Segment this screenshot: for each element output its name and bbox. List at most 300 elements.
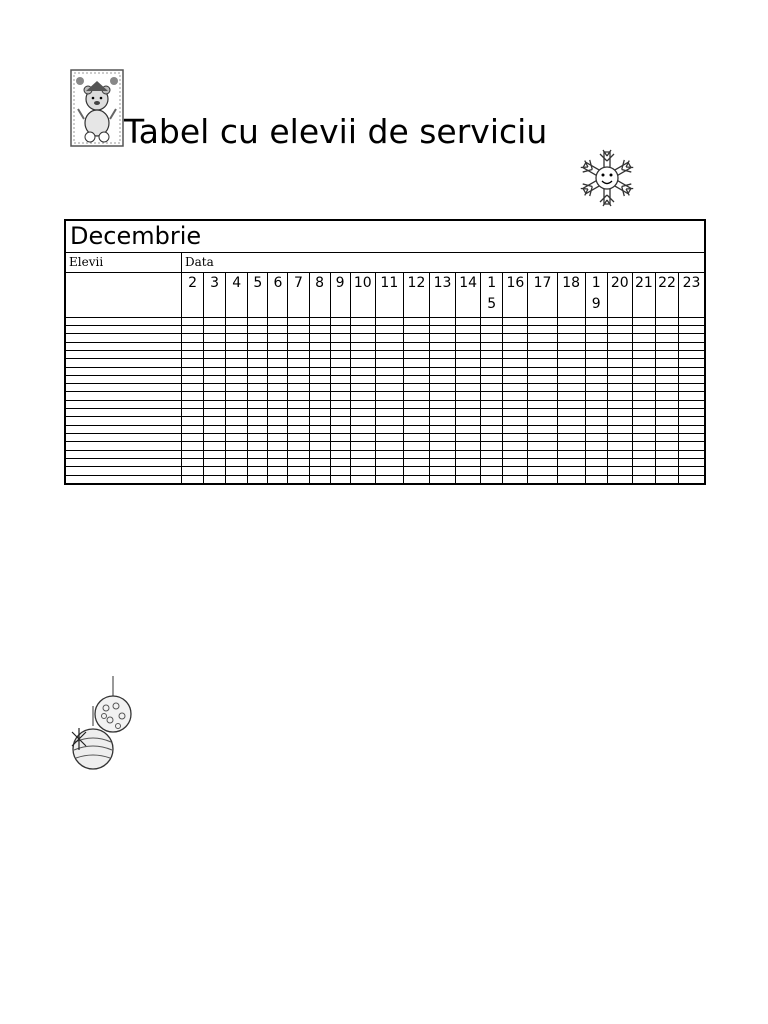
duty-cell[interactable]	[403, 359, 429, 367]
duty-cell[interactable]	[268, 367, 288, 375]
duty-cell[interactable]	[330, 375, 350, 383]
student-cell[interactable]	[65, 392, 182, 400]
duty-cell[interactable]	[182, 409, 204, 417]
duty-cell[interactable]	[679, 458, 705, 466]
duty-cell[interactable]	[632, 375, 655, 383]
duty-cell[interactable]	[430, 317, 456, 325]
duty-cell[interactable]	[330, 442, 350, 450]
duty-cell[interactable]	[456, 342, 481, 350]
duty-cell[interactable]	[585, 467, 607, 475]
duty-cell[interactable]	[182, 434, 204, 442]
duty-cell[interactable]	[528, 334, 557, 342]
duty-cell[interactable]	[350, 458, 375, 466]
duty-cell[interactable]	[403, 317, 429, 325]
duty-cell[interactable]	[226, 409, 248, 417]
duty-cell[interactable]	[655, 467, 678, 475]
duty-cell[interactable]	[248, 367, 268, 375]
duty-cell[interactable]	[557, 350, 585, 358]
duty-cell[interactable]	[632, 417, 655, 425]
duty-cell[interactable]	[309, 334, 330, 342]
duty-cell[interactable]	[655, 359, 678, 367]
duty-cell[interactable]	[182, 359, 204, 367]
duty-cell[interactable]	[557, 475, 585, 484]
duty-cell[interactable]	[403, 350, 429, 358]
duty-cell[interactable]	[375, 450, 403, 458]
duty-cell[interactable]	[456, 425, 481, 433]
duty-cell[interactable]	[528, 442, 557, 450]
duty-cell[interactable]	[330, 458, 350, 466]
duty-cell[interactable]	[288, 392, 309, 400]
duty-cell[interactable]	[607, 317, 632, 325]
duty-cell[interactable]	[204, 384, 226, 392]
duty-cell[interactable]	[309, 384, 330, 392]
duty-cell[interactable]	[557, 409, 585, 417]
duty-cell[interactable]	[350, 450, 375, 458]
duty-cell[interactable]	[350, 350, 375, 358]
duty-cell[interactable]	[430, 325, 456, 333]
duty-cell[interactable]	[679, 375, 705, 383]
duty-cell[interactable]	[309, 467, 330, 475]
duty-cell[interactable]	[528, 450, 557, 458]
duty-cell[interactable]	[679, 317, 705, 325]
student-cell[interactable]	[65, 475, 182, 484]
duty-cell[interactable]	[585, 425, 607, 433]
duty-cell[interactable]	[182, 317, 204, 325]
duty-cell[interactable]	[632, 475, 655, 484]
duty-cell[interactable]	[330, 367, 350, 375]
duty-cell[interactable]	[330, 425, 350, 433]
duty-cell[interactable]	[268, 442, 288, 450]
duty-cell[interactable]	[607, 367, 632, 375]
duty-cell[interactable]	[585, 392, 607, 400]
duty-cell[interactable]	[204, 317, 226, 325]
duty-cell[interactable]	[456, 475, 481, 484]
duty-cell[interactable]	[375, 467, 403, 475]
duty-cell[interactable]	[481, 384, 503, 392]
duty-cell[interactable]	[503, 375, 528, 383]
duty-cell[interactable]	[350, 417, 375, 425]
student-cell[interactable]	[65, 434, 182, 442]
duty-cell[interactable]	[226, 367, 248, 375]
duty-cell[interactable]	[557, 434, 585, 442]
duty-cell[interactable]	[557, 317, 585, 325]
duty-cell[interactable]	[557, 467, 585, 475]
duty-cell[interactable]	[288, 409, 309, 417]
duty-cell[interactable]	[268, 317, 288, 325]
duty-cell[interactable]	[248, 458, 268, 466]
duty-cell[interactable]	[456, 409, 481, 417]
duty-cell[interactable]	[182, 392, 204, 400]
duty-cell[interactable]	[456, 334, 481, 342]
duty-cell[interactable]	[226, 475, 248, 484]
duty-cell[interactable]	[288, 334, 309, 342]
duty-cell[interactable]	[268, 458, 288, 466]
duty-cell[interactable]	[655, 450, 678, 458]
duty-cell[interactable]	[607, 334, 632, 342]
duty-cell[interactable]	[182, 475, 204, 484]
duty-cell[interactable]	[350, 359, 375, 367]
duty-cell[interactable]	[655, 409, 678, 417]
duty-cell[interactable]	[403, 417, 429, 425]
duty-cell[interactable]	[375, 417, 403, 425]
student-cell[interactable]	[65, 409, 182, 417]
duty-cell[interactable]	[557, 392, 585, 400]
duty-cell[interactable]	[350, 442, 375, 450]
duty-cell[interactable]	[350, 409, 375, 417]
duty-cell[interactable]	[330, 350, 350, 358]
duty-cell[interactable]	[288, 317, 309, 325]
duty-cell[interactable]	[268, 325, 288, 333]
duty-cell[interactable]	[226, 417, 248, 425]
duty-cell[interactable]	[632, 334, 655, 342]
duty-cell[interactable]	[585, 359, 607, 367]
duty-cell[interactable]	[585, 317, 607, 325]
duty-cell[interactable]	[528, 458, 557, 466]
duty-cell[interactable]	[503, 434, 528, 442]
duty-cell[interactable]	[288, 400, 309, 408]
duty-cell[interactable]	[226, 317, 248, 325]
duty-cell[interactable]	[226, 434, 248, 442]
duty-cell[interactable]	[632, 350, 655, 358]
duty-cell[interactable]	[481, 475, 503, 484]
duty-cell[interactable]	[204, 450, 226, 458]
duty-cell[interactable]	[403, 442, 429, 450]
duty-cell[interactable]	[481, 458, 503, 466]
duty-cell[interactable]	[632, 458, 655, 466]
duty-cell[interactable]	[585, 417, 607, 425]
duty-cell[interactable]	[248, 334, 268, 342]
duty-cell[interactable]	[607, 467, 632, 475]
duty-cell[interactable]	[655, 400, 678, 408]
duty-cell[interactable]	[679, 325, 705, 333]
duty-cell[interactable]	[403, 400, 429, 408]
duty-cell[interactable]	[248, 409, 268, 417]
duty-cell[interactable]	[182, 425, 204, 433]
duty-cell[interactable]	[288, 425, 309, 433]
duty-cell[interactable]	[288, 458, 309, 466]
duty-cell[interactable]	[632, 384, 655, 392]
duty-cell[interactable]	[481, 375, 503, 383]
duty-cell[interactable]	[288, 450, 309, 458]
duty-cell[interactable]	[403, 475, 429, 484]
duty-cell[interactable]	[456, 434, 481, 442]
duty-cell[interactable]	[430, 434, 456, 442]
duty-cell[interactable]	[585, 475, 607, 484]
duty-cell[interactable]	[632, 467, 655, 475]
duty-cell[interactable]	[309, 417, 330, 425]
duty-cell[interactable]	[632, 317, 655, 325]
duty-cell[interactable]	[204, 334, 226, 342]
duty-cell[interactable]	[248, 359, 268, 367]
duty-cell[interactable]	[503, 342, 528, 350]
duty-cell[interactable]	[309, 409, 330, 417]
duty-cell[interactable]	[503, 425, 528, 433]
duty-cell[interactable]	[655, 384, 678, 392]
duty-cell[interactable]	[309, 458, 330, 466]
duty-cell[interactable]	[607, 342, 632, 350]
duty-cell[interactable]	[204, 350, 226, 358]
duty-cell[interactable]	[585, 400, 607, 408]
duty-cell[interactable]	[607, 325, 632, 333]
duty-cell[interactable]	[330, 359, 350, 367]
duty-cell[interactable]	[456, 350, 481, 358]
duty-cell[interactable]	[557, 334, 585, 342]
duty-cell[interactable]	[375, 392, 403, 400]
duty-cell[interactable]	[248, 384, 268, 392]
duty-cell[interactable]	[655, 425, 678, 433]
duty-cell[interactable]	[226, 450, 248, 458]
duty-cell[interactable]	[248, 434, 268, 442]
duty-cell[interactable]	[330, 400, 350, 408]
student-cell[interactable]	[65, 342, 182, 350]
duty-cell[interactable]	[503, 384, 528, 392]
duty-cell[interactable]	[182, 458, 204, 466]
duty-cell[interactable]	[456, 375, 481, 383]
duty-cell[interactable]	[528, 384, 557, 392]
duty-cell[interactable]	[632, 367, 655, 375]
duty-cell[interactable]	[350, 367, 375, 375]
duty-cell[interactable]	[430, 475, 456, 484]
duty-cell[interactable]	[375, 400, 403, 408]
duty-cell[interactable]	[403, 434, 429, 442]
duty-cell[interactable]	[204, 325, 226, 333]
duty-cell[interactable]	[557, 342, 585, 350]
duty-cell[interactable]	[456, 458, 481, 466]
duty-cell[interactable]	[330, 334, 350, 342]
duty-cell[interactable]	[607, 417, 632, 425]
duty-cell[interactable]	[248, 467, 268, 475]
duty-cell[interactable]	[557, 325, 585, 333]
duty-cell[interactable]	[403, 425, 429, 433]
duty-cell[interactable]	[528, 400, 557, 408]
duty-cell[interactable]	[503, 450, 528, 458]
duty-cell[interactable]	[182, 467, 204, 475]
student-cell[interactable]	[65, 450, 182, 458]
duty-cell[interactable]	[309, 317, 330, 325]
duty-cell[interactable]	[632, 359, 655, 367]
duty-cell[interactable]	[481, 400, 503, 408]
duty-cell[interactable]	[679, 359, 705, 367]
duty-cell[interactable]	[430, 467, 456, 475]
duty-cell[interactable]	[403, 325, 429, 333]
duty-cell[interactable]	[226, 400, 248, 408]
duty-cell[interactable]	[350, 325, 375, 333]
duty-cell[interactable]	[557, 384, 585, 392]
duty-cell[interactable]	[309, 392, 330, 400]
duty-cell[interactable]	[375, 325, 403, 333]
duty-cell[interactable]	[456, 400, 481, 408]
duty-cell[interactable]	[679, 367, 705, 375]
duty-cell[interactable]	[679, 409, 705, 417]
duty-cell[interactable]	[182, 367, 204, 375]
duty-cell[interactable]	[309, 442, 330, 450]
student-cell[interactable]	[65, 334, 182, 342]
duty-cell[interactable]	[375, 350, 403, 358]
duty-cell[interactable]	[456, 359, 481, 367]
duty-cell[interactable]	[655, 375, 678, 383]
duty-cell[interactable]	[288, 375, 309, 383]
duty-cell[interactable]	[330, 384, 350, 392]
duty-cell[interactable]	[204, 475, 226, 484]
duty-cell[interactable]	[528, 434, 557, 442]
duty-cell[interactable]	[503, 334, 528, 342]
duty-cell[interactable]	[204, 392, 226, 400]
duty-cell[interactable]	[607, 425, 632, 433]
duty-cell[interactable]	[268, 350, 288, 358]
duty-cell[interactable]	[288, 417, 309, 425]
duty-cell[interactable]	[655, 475, 678, 484]
duty-cell[interactable]	[375, 425, 403, 433]
duty-cell[interactable]	[503, 392, 528, 400]
duty-cell[interactable]	[330, 392, 350, 400]
duty-cell[interactable]	[288, 434, 309, 442]
duty-cell[interactable]	[632, 325, 655, 333]
duty-cell[interactable]	[481, 467, 503, 475]
duty-cell[interactable]	[350, 475, 375, 484]
duty-cell[interactable]	[226, 442, 248, 450]
duty-cell[interactable]	[503, 359, 528, 367]
duty-cell[interactable]	[268, 417, 288, 425]
duty-cell[interactable]	[655, 458, 678, 466]
duty-cell[interactable]	[350, 342, 375, 350]
duty-cell[interactable]	[528, 475, 557, 484]
duty-cell[interactable]	[503, 325, 528, 333]
duty-cell[interactable]	[528, 392, 557, 400]
duty-cell[interactable]	[430, 375, 456, 383]
duty-cell[interactable]	[268, 392, 288, 400]
student-cell[interactable]	[65, 425, 182, 433]
duty-cell[interactable]	[679, 442, 705, 450]
duty-cell[interactable]	[557, 367, 585, 375]
duty-cell[interactable]	[226, 334, 248, 342]
duty-cell[interactable]	[557, 458, 585, 466]
duty-cell[interactable]	[268, 400, 288, 408]
duty-cell[interactable]	[204, 434, 226, 442]
duty-cell[interactable]	[182, 375, 204, 383]
duty-cell[interactable]	[528, 409, 557, 417]
student-cell[interactable]	[65, 384, 182, 392]
duty-cell[interactable]	[309, 350, 330, 358]
duty-cell[interactable]	[288, 467, 309, 475]
duty-cell[interactable]	[679, 384, 705, 392]
duty-cell[interactable]	[503, 350, 528, 358]
duty-cell[interactable]	[607, 384, 632, 392]
duty-cell[interactable]	[204, 342, 226, 350]
duty-cell[interactable]	[204, 442, 226, 450]
duty-cell[interactable]	[679, 342, 705, 350]
duty-cell[interactable]	[330, 417, 350, 425]
duty-cell[interactable]	[481, 434, 503, 442]
duty-cell[interactable]	[607, 458, 632, 466]
student-cell[interactable]	[65, 317, 182, 325]
duty-cell[interactable]	[585, 409, 607, 417]
duty-cell[interactable]	[585, 367, 607, 375]
duty-cell[interactable]	[204, 417, 226, 425]
duty-cell[interactable]	[309, 450, 330, 458]
duty-cell[interactable]	[481, 359, 503, 367]
student-cell[interactable]	[65, 467, 182, 475]
duty-cell[interactable]	[528, 342, 557, 350]
duty-cell[interactable]	[456, 450, 481, 458]
duty-cell[interactable]	[182, 442, 204, 450]
duty-cell[interactable]	[268, 434, 288, 442]
duty-cell[interactable]	[557, 425, 585, 433]
duty-cell[interactable]	[330, 325, 350, 333]
duty-cell[interactable]	[655, 334, 678, 342]
duty-cell[interactable]	[268, 450, 288, 458]
duty-cell[interactable]	[557, 442, 585, 450]
duty-cell[interactable]	[204, 367, 226, 375]
duty-cell[interactable]	[248, 400, 268, 408]
duty-cell[interactable]	[375, 334, 403, 342]
duty-cell[interactable]	[182, 334, 204, 342]
duty-cell[interactable]	[557, 375, 585, 383]
duty-cell[interactable]	[585, 450, 607, 458]
duty-cell[interactable]	[607, 392, 632, 400]
duty-cell[interactable]	[403, 409, 429, 417]
duty-cell[interactable]	[503, 458, 528, 466]
duty-cell[interactable]	[182, 342, 204, 350]
duty-cell[interactable]	[309, 367, 330, 375]
duty-cell[interactable]	[182, 400, 204, 408]
duty-cell[interactable]	[503, 409, 528, 417]
duty-cell[interactable]	[375, 359, 403, 367]
duty-cell[interactable]	[655, 392, 678, 400]
duty-cell[interactable]	[585, 350, 607, 358]
duty-cell[interactable]	[226, 392, 248, 400]
duty-cell[interactable]	[430, 334, 456, 342]
duty-cell[interactable]	[375, 442, 403, 450]
duty-cell[interactable]	[226, 350, 248, 358]
duty-cell[interactable]	[403, 367, 429, 375]
duty-cell[interactable]	[204, 458, 226, 466]
duty-cell[interactable]	[430, 450, 456, 458]
duty-cell[interactable]	[226, 325, 248, 333]
duty-cell[interactable]	[456, 325, 481, 333]
student-cell[interactable]	[65, 417, 182, 425]
duty-cell[interactable]	[375, 375, 403, 383]
duty-cell[interactable]	[204, 375, 226, 383]
duty-cell[interactable]	[632, 409, 655, 417]
student-cell[interactable]	[65, 458, 182, 466]
duty-cell[interactable]	[430, 342, 456, 350]
duty-cell[interactable]	[679, 392, 705, 400]
duty-cell[interactable]	[403, 342, 429, 350]
duty-cell[interactable]	[430, 359, 456, 367]
duty-cell[interactable]	[456, 367, 481, 375]
duty-cell[interactable]	[456, 317, 481, 325]
duty-cell[interactable]	[456, 442, 481, 450]
duty-cell[interactable]	[679, 334, 705, 342]
duty-cell[interactable]	[679, 350, 705, 358]
duty-cell[interactable]	[655, 442, 678, 450]
duty-cell[interactable]	[481, 367, 503, 375]
duty-cell[interactable]	[585, 334, 607, 342]
duty-cell[interactable]	[204, 425, 226, 433]
duty-cell[interactable]	[679, 450, 705, 458]
duty-cell[interactable]	[204, 400, 226, 408]
duty-cell[interactable]	[655, 325, 678, 333]
duty-cell[interactable]	[528, 425, 557, 433]
duty-cell[interactable]	[182, 325, 204, 333]
duty-cell[interactable]	[204, 467, 226, 475]
duty-cell[interactable]	[585, 434, 607, 442]
duty-cell[interactable]	[248, 425, 268, 433]
duty-cell[interactable]	[288, 442, 309, 450]
duty-cell[interactable]	[248, 392, 268, 400]
duty-cell[interactable]	[430, 417, 456, 425]
duty-cell[interactable]	[456, 392, 481, 400]
